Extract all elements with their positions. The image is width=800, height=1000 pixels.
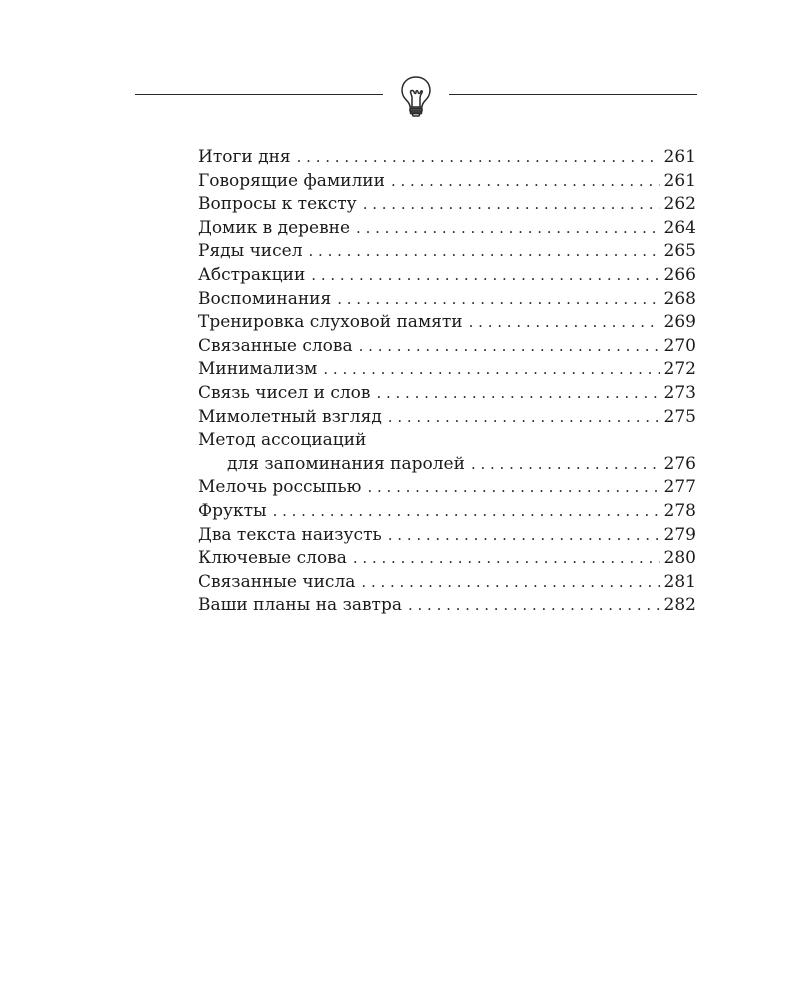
toc-dot-leader (353, 547, 660, 571)
toc-entry-title: Связанные слова (198, 335, 353, 356)
toc-entry-page: 275 (663, 406, 696, 427)
toc-dot-leader (297, 146, 660, 170)
toc-dot-leader (376, 382, 659, 406)
toc-entry (198, 335, 696, 359)
toc-dot-leader (311, 264, 659, 288)
toc-entry-title: Метод ассоциаций (198, 430, 367, 451)
toc-entry (198, 146, 696, 170)
toc-entry (198, 288, 696, 312)
table-of-contents (198, 146, 696, 618)
toc-entry-title: Мелочь россыпью (198, 477, 362, 498)
header-ornament (135, 72, 697, 120)
toc-dot-leader (363, 193, 660, 217)
toc-entry (198, 382, 696, 406)
toc-entry (198, 193, 696, 217)
toc-dot-leader (388, 524, 660, 548)
toc-entry-title: Ключевые слова (198, 548, 347, 569)
toc-entry (198, 311, 696, 335)
toc-dot-leader (273, 500, 660, 524)
toc-entry-page: 276 (663, 453, 696, 474)
toc-entry (198, 453, 696, 477)
toc-entry-page: 264 (663, 217, 696, 238)
toc-entry-title: Домик в деревне (198, 217, 351, 238)
toc-entry-page: 277 (663, 477, 696, 498)
toc-dot-leader (408, 594, 660, 618)
toc-entry-title: Минимализм (198, 359, 318, 380)
toc-entry (198, 406, 696, 430)
toc-entry-page: 269 (663, 312, 696, 333)
toc-dot-leader (323, 358, 659, 382)
toc-entry-page: 279 (663, 524, 696, 545)
toc-entry (198, 170, 696, 194)
toc-entry-title: для запоминания паролей (227, 453, 465, 474)
toc-entry-title: Итоги дня (198, 147, 291, 167)
toc-entry (198, 547, 696, 571)
toc-entry-page: 270 (663, 335, 696, 356)
toc-entry-title: Ваши планы на завтра (198, 595, 402, 616)
toc-entry (198, 571, 696, 595)
toc-entry (198, 358, 696, 382)
toc-dot-leader (359, 335, 660, 359)
toc-entry-page: 281 (663, 571, 696, 592)
toc-entry-page: 268 (663, 288, 696, 309)
toc-entry (198, 524, 696, 548)
toc-entry-title: Говорящие фамилии (198, 170, 385, 191)
toc-dot-leader (361, 571, 659, 595)
toc-entry-title: Ряды чисел (198, 241, 303, 262)
toc-dot-leader (309, 240, 660, 264)
toc-entry (198, 500, 696, 524)
lightbulb-icon (397, 74, 435, 118)
toc-entry (198, 594, 696, 618)
toc-dot-leader (388, 406, 660, 430)
toc-dot-leader (391, 170, 660, 194)
toc-dot-leader (356, 217, 660, 241)
toc-entry (198, 429, 696, 453)
toc-entry-page: 282 (663, 595, 696, 616)
toc-entry-page: 278 (663, 500, 696, 521)
toc-entry-title: Тренировка слуховой памяти (198, 312, 463, 333)
toc-entry-page: 262 (663, 194, 696, 215)
toc-entry-page: 272 (663, 359, 696, 380)
toc-entry (198, 217, 696, 241)
toc-entry-page: 265 (663, 241, 696, 262)
toc-entry (198, 476, 696, 500)
toc-entry (198, 240, 696, 264)
toc-dot-leader (469, 311, 660, 335)
toc-entry-title: Фрукты (198, 500, 267, 521)
toc-entry-page: 273 (663, 382, 696, 403)
toc-entry-page: 261 (663, 170, 696, 191)
header-rule-right (449, 94, 697, 95)
toc-entry-title: Воспоминания (198, 288, 332, 309)
header-rule-left (135, 94, 383, 95)
toc-entry-title: Мимолетный взгляд (198, 406, 382, 427)
toc-dot-leader (337, 288, 659, 312)
toc-entry-title: Вопросы к тексту (198, 194, 357, 215)
toc-entry-title: Два текста наизусть (198, 524, 382, 545)
toc-entry-title: Связь чисел и слов (198, 382, 371, 403)
toc-entry-title: Абстракции (198, 264, 306, 285)
toc-entry-page: 266 (663, 264, 696, 285)
toc-entry-title: Связанные числа (198, 571, 356, 592)
toc-entry (198, 264, 696, 288)
toc-dot-leader (367, 476, 659, 500)
toc-entry-page: 280 (663, 548, 696, 569)
toc-dot-leader (471, 453, 660, 477)
toc-entry-page: 261 (663, 147, 696, 167)
